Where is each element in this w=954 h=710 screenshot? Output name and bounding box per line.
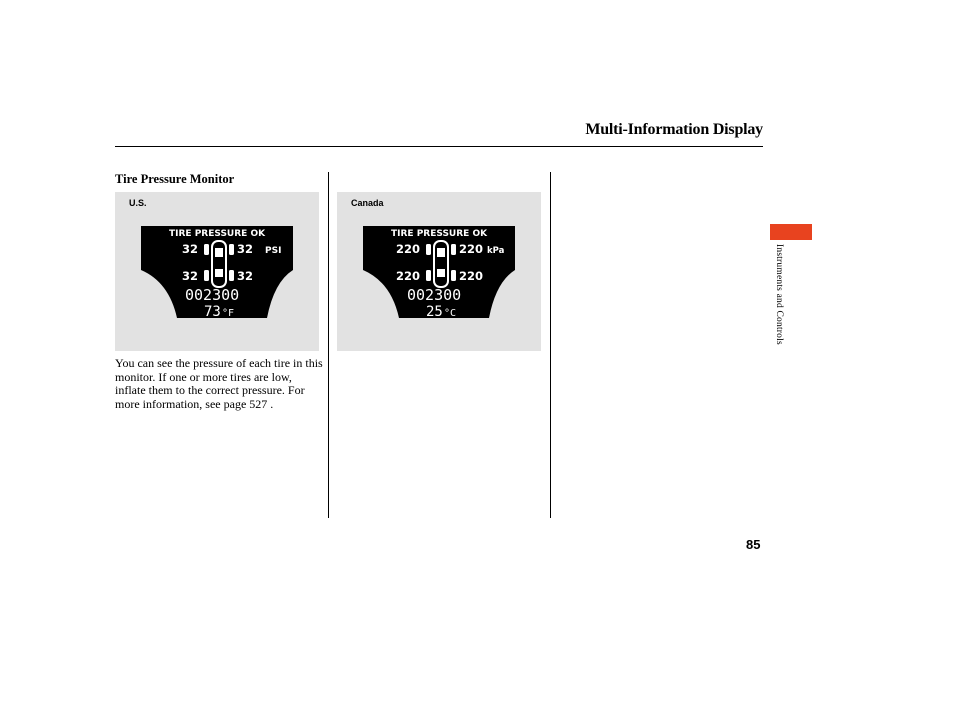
- page-number: 85: [746, 537, 761, 552]
- status-text: TIRE PRESSURE OK: [169, 229, 266, 239]
- rear-left-pressure: 32: [182, 269, 199, 283]
- us-display-panel: [115, 192, 319, 351]
- temperature-unit: °F: [222, 308, 235, 319]
- odometer: 002300: [185, 286, 240, 304]
- front-right-pressure: 220: [459, 242, 484, 256]
- header-rule: [115, 146, 763, 147]
- temperature: 25: [426, 304, 443, 320]
- tire-pressure-display: [361, 224, 517, 320]
- tire-pressure-display: [139, 224, 295, 320]
- page-title: Multi-Information Display: [585, 121, 763, 138]
- temperature-unit: °C: [444, 308, 457, 319]
- front-right-pressure: 32: [237, 242, 254, 256]
- unit-label: PSI: [265, 246, 282, 256]
- front-left-pressure: 220: [396, 242, 421, 256]
- rear-right-pressure: 220: [459, 269, 484, 283]
- status-text: TIRE PRESSURE OK: [391, 229, 488, 239]
- panel-label: Canada: [351, 198, 384, 208]
- rear-left-pressure: 220: [396, 269, 421, 283]
- column-divider: [328, 172, 329, 518]
- column-divider: [550, 172, 551, 518]
- temperature: 73: [204, 304, 221, 320]
- canada-display-panel: [337, 192, 541, 351]
- unit-label: kPa: [487, 246, 505, 256]
- front-left-pressure: 32: [182, 242, 199, 256]
- rear-right-pressure: 32: [237, 269, 254, 283]
- section-heading: Tire Pressure Monitor: [115, 172, 235, 186]
- chapter-tab: [770, 224, 812, 240]
- chapter-label: Instruments and Controls: [774, 244, 784, 345]
- odometer: 002300: [407, 286, 462, 304]
- panel-label: U.S.: [129, 198, 147, 208]
- body-paragraph: You can see the pressure of each tire in this monitor. If one or more tires are low, inflate them to the correct pressure. For more information, see page 527 .: [115, 356, 323, 411]
